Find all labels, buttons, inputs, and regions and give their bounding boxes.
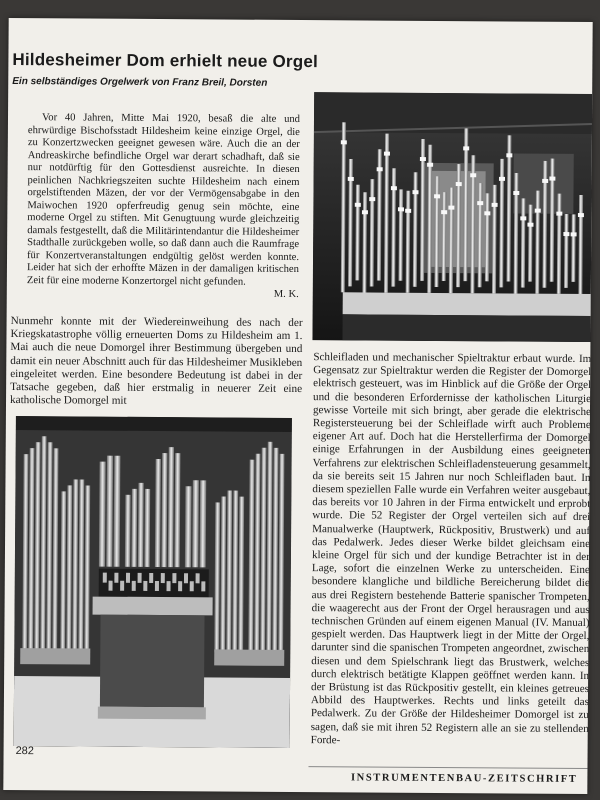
organ-pipes-closeup-photo [312,92,592,342]
facade-pipe [114,456,121,567]
organ-pipe [434,176,439,287]
spanish-trumpet [103,573,107,583]
organ-pipe-mouth [377,167,383,171]
article-body-right: Schleifladen und mechanischer Spieltraktur erbaut wurde. Im Gegensatz zur Spieltraktur werden die Register der Domorgel elektrisch gesteuert, was im Hinblick auf die Größe der Orgel und die besonderen Erfordernisse der katholischen Liturgie gewisse Vorteile mit sich bringt, aber gerade die elektrische Registersteuerung bei der Schleiflade wirft auch Probleme eigener Art auf. Doch hat die Herstellerfirma der Domorgel einige Erfahrungen in der Ausbildung eines geeigneten Verfahrens zur elektrischen Schleifladensteuerung gesammelt, da sie bereits seit 15 Jahren nur noch Schleifladen baut. In diesem speziellen Falle wurde ein Verfahren weiter ausgebaut, das bereits vor 10 Jahren in der Firma entwickelt und erprobt wurde. Die 52 Register der Orgel verteilen sich auf drei Manualwerke (Hauptwerk, Rückpositiv, Brustwerk) und auf das Pedalwerk. Jedes dieser Werke bildet gleichsam eine kleine Orgel für sich und der kundige Betrachter ist in der Lage, sofort die einzelnen Werke zu unterscheiden. Eine besondere klangliche und bildliche Bereicherung bildet die aus drei Registern bestehende Batterie spanischer Trompeten, die waagerecht aus der Front der Orgel herausragen und aus technischen Gründen auf einem eigenen Manual (IV. Manual) gespielt werden. Das Hauptwerk liegt in der Mitte der Orgel, darunter sind die spanischen Trompeten angeordnet, zwischen diesen und dem Spielschrank liegt das Brustwerk, welches durch elektrisch betätigte Klappen geöffnet werden kann. In der Brüstung ist das Rückpositiv gestellt, ein kleines getreues Abbild des Hauptwerkes. Rechts und links geteilt das Pedalwerk. Zu der Größe der Hildesheimer Domorgel ist zu sagen, daß sie mit ihren 52 Registern alle an sie zu stellenden Forde- [310,351,592,747]
organ-pipe [528,205,533,282]
spanish-trumpet [172,573,176,583]
organ-pipe [362,192,367,292]
organ-pipe-mouth [369,197,375,201]
organ-facade-image [14,416,292,748]
organ-pipe [449,188,454,293]
organ-pipe-mouth [527,223,533,227]
spanish-trumpet [126,573,130,583]
organ-pipe-mouth [520,216,526,220]
organ-pipe-mouth [484,211,490,215]
organ-pipe-mouth [578,213,584,217]
facade-pipe [99,462,106,567]
organ-pipe-mouth [362,210,368,214]
organ-pipe-mouth [506,153,512,157]
organ-pipe [398,189,403,280]
spanish-trumpet [120,581,124,591]
organ-pipe-mouth [499,177,505,181]
organ-facade-photo [14,416,292,748]
spanish-trumpet [196,573,200,583]
facade-pipe [155,459,161,567]
organ-pipe [413,172,418,287]
spanish-trumpet [155,581,159,591]
organ-pipe [571,214,575,282]
organ-pipe [535,191,540,294]
organ-pipe-mouth [463,146,469,150]
organ-pipe [564,214,569,288]
footer-rule [308,766,588,769]
journal-name: INSTRUMENTENBAU-ZEITSCHRIFT [350,772,578,785]
organ-pipe-mouth [434,194,440,198]
organ-pipe [485,193,490,281]
organ-pipe-mouth [492,203,498,207]
organ-pipe-mouth [391,186,397,190]
organ-pipe-mouth [477,201,483,205]
organ-pipe-mouth [470,173,476,177]
organ-pipe [557,194,562,294]
organ-pipe-mouth [355,203,361,207]
magazine-page [3,18,592,794]
organ-pipe-mouth [405,209,411,213]
facade-pipe [131,489,137,567]
organ-pipe [391,168,396,286]
organ-pipe [478,183,483,287]
facade-pipe [200,480,207,567]
organ-pipe-mouth [348,177,354,181]
facade-pipe [125,495,131,567]
spanish-trumpet [132,581,136,591]
organ-pipe-mouth [535,209,541,213]
spanish-trumpet [184,573,188,583]
spanish-trumpet [138,573,142,583]
facade-pipe [161,453,167,567]
organ-pipe-mouth [563,232,569,236]
organ-pipe-mouth [456,182,462,186]
organ-pipe-mouth [549,177,555,181]
organ-pipe [442,192,447,281]
facade-pipe [106,456,113,567]
article-subtitle: Ein selbständiges Orgelwerk von Franz Breil, Dorsten [12,75,268,89]
spanish-trumpet [201,581,205,591]
facade-pipe [144,489,150,567]
organ-pipe [492,185,497,294]
organ-pipe [406,191,411,293]
organ-pipe [578,195,583,294]
organ-pipe [521,198,526,287]
spanish-trumpet [161,573,165,583]
organ-pipe [370,179,375,286]
article-title: Hildesheimer Dom erhielt neue Orgel [12,49,319,72]
organ-pipe-mouth [556,212,562,216]
organ-pipe-mouth [412,190,418,194]
organ-pipe-mouth [398,207,404,211]
organ-pipe-mouth [448,206,454,210]
organ-pipe-mouth [427,163,433,167]
spanish-trumpet [190,581,194,591]
facade-pipe [174,453,180,567]
organ-pipe-mouth [341,140,347,144]
organ-pipe-mouth [571,232,577,236]
organ-pipe-mouth [441,210,447,214]
spanish-trumpet [114,573,118,583]
facade-pipe [192,480,199,567]
organ-pipe-mouth [542,179,548,183]
intro-signature: M. K. [273,288,299,301]
spanish-trumpet [149,573,153,583]
article-body-left: Nunmehr konnte mit der Wiedereinweihung des nach der Kriegskatastrophe völlig erneuerten Doms zu Hildesheim am 1. Mai auch die neue Domorgel ihrer Bestimmung übergeben und damit ein neuer Abschnitt auch für das Hildesheimer Musikleben eingeleitet werden. Eine besondere Bedeutung ist dabei in der Tatsache gegeben, daß hier erstmalig in neuerer Zeit eine katholische Domorgel mit [9,314,303,408]
organ-pipe [355,185,360,281]
spanish-trumpet [178,581,182,591]
facade-pipe [185,486,192,567]
organ-pipe-mouth [420,157,426,161]
spanish-trumpet [167,581,171,591]
spanish-trumpet [143,581,147,591]
organ-pipe-mouth [384,152,390,156]
facade-pipe [138,483,144,567]
intro-text: Vor 40 Jahren, Mitte Mai 1920, besaß die alte und ehrwürdige Bischofsstadt Hildesheim keine einzige Orgel, die zu Konzertzwecken geeignet gewesen wäre. Auch die an der Andreaskirche befindliche Orgel war derart schadhaft, daß sie nur notdürftig für den Gottesdienst ausreichte. In diesen peinlichen Nachkriegszeiten suchte Hildesheim nach einem orgelstiftenden Mäzen, der vor der Vermögensabgabe in den Maiwochen 1920 opferfreudig genug sein möchte, eine moderne Orgel zu stiften. Mit Genugtuung wurde gleichzeitig damals festgestellt, daß die Militärintendantur die Hildesheimer Stadthalle zurückgeben wolle, so daß dann auch die Raumfrage für Konzertveranstaltungen endgültig gelöst werden konnte. Leider hat sich der erhoffte Mäzen in der damaligen kritischen Zeit für eine moderne Konzertorgel nicht gefunden. [26,112,301,288]
organ-pipes-closeup-image [312,92,592,342]
page-number: 282 [15,745,34,758]
organ-pipe-mouth [513,191,519,195]
intro-paragraph [27,112,300,301]
spanish-trumpet [109,581,113,591]
facade-pipe [168,447,174,567]
